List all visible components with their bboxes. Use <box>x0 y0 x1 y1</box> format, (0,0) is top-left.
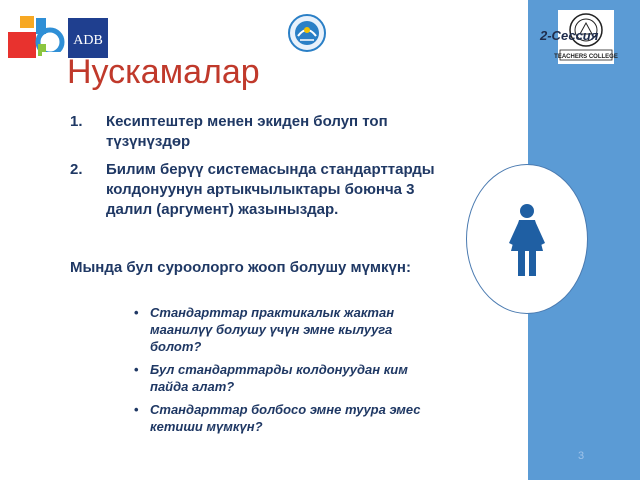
question-text: Бул стандарттарды колдонуудан ким пайда алат? <box>150 362 408 394</box>
bullet: • <box>134 362 139 377</box>
list-item <box>70 160 450 220</box>
list-item <box>134 401 444 435</box>
education-logo <box>6 14 66 60</box>
list-item <box>70 112 450 152</box>
college-logo-text: TEACHERS COLLEGE <box>554 54 618 60</box>
emblem-icon <box>288 14 326 52</box>
list-item <box>134 361 444 395</box>
question-list <box>134 304 444 441</box>
session-label: 2-Сессия <box>540 28 599 43</box>
task-list <box>70 112 450 228</box>
list-item-text: Билим берүү системасында стандарттарды колдонуунун артыкчылыктары боюнча 3 далил (аргумент) жазыныздар. <box>106 161 435 218</box>
slide-title: Нускамалар <box>67 53 260 91</box>
bullet: • <box>134 402 139 417</box>
icon-circle <box>466 164 588 314</box>
list-number: 1. <box>70 113 83 130</box>
list-number: 2. <box>70 161 83 178</box>
list-item <box>134 304 444 355</box>
question-text: Стандарттар практикалык жактан маанилүү болушу үчүн эмне кылууга болот? <box>150 305 395 354</box>
female-person-icon <box>507 203 547 282</box>
adb-logo-text: ADB <box>73 33 103 48</box>
question-text: Стандарттар болбосо эмне туура эмес кетиши мүмкүн? <box>150 402 421 434</box>
page-number: 3 <box>578 450 585 462</box>
list-item-text: Кесиптештер менен экиден болуп топ түзүнүздөр <box>106 113 388 150</box>
bullet: • <box>134 305 139 320</box>
question-intro: Мында бул суроолорго жооп болушу мүмкүн: <box>70 259 411 276</box>
